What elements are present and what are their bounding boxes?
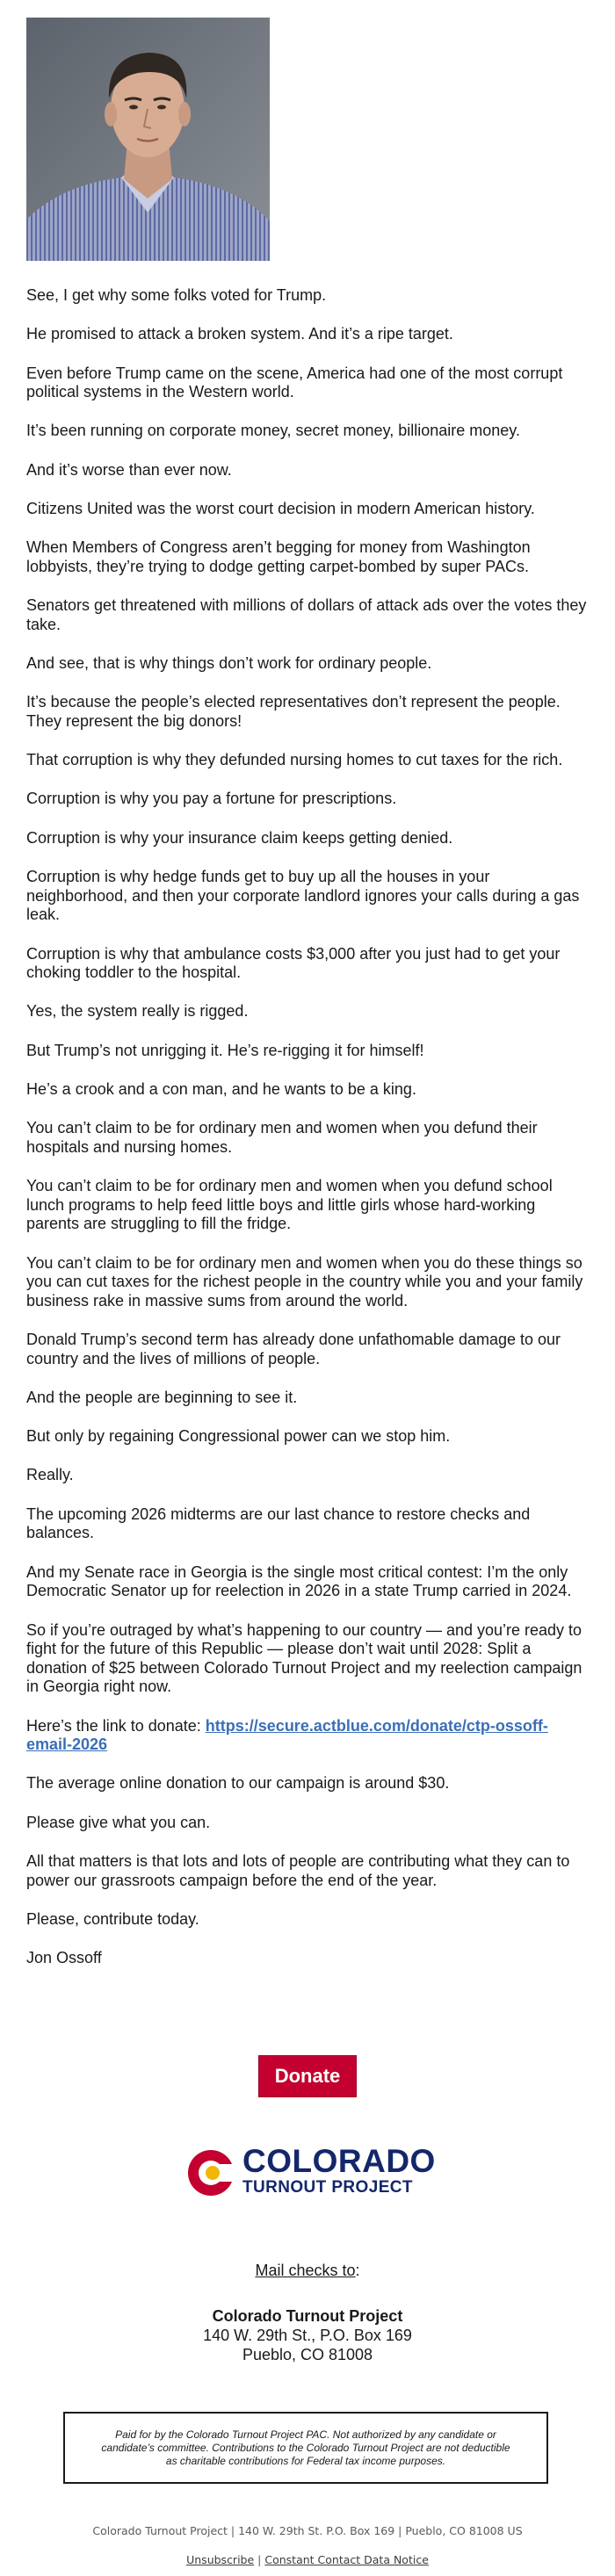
- letter-paragraph: He’s a crook and a con man, and he wants to be a king.: [26, 1079, 416, 1098]
- footer-address: Colorado Turnout Project | 140 W. 29th St. P.O. Box 169 | Pueblo, CO 81008 US: [92, 2524, 523, 2537]
- letter-paragraph: All that matters is that lots and lots of people are contributing what they can to power our grassroots campaign before the end of the year.: [26, 1852, 570, 1889]
- actblue-donate-link[interactable]: https://secure.actblue.com/donate/ctp-ossoff-email-2026: [26, 1716, 548, 1754]
- header-photo: [26, 18, 270, 261]
- letter-paragraph: And the people are beginning to see it.: [26, 1388, 298, 1406]
- signature: Jon Ossoff: [26, 1949, 102, 1967]
- donate-button[interactable]: Donate: [258, 2055, 358, 2097]
- letter-paragraph: Please, contribute today.: [26, 1909, 199, 1928]
- logo-c-mark-icon: [186, 2148, 235, 2197]
- letter-paragraph: You can’t claim to be for ordinary men and women when you defund their hospitals and nursing homes.: [26, 1119, 538, 1156]
- email-footer: [0, 2524, 615, 2566]
- donate-link-prefix: Here’s the link to donate:: [26, 1716, 206, 1735]
- letter-paragraph: Donald Trump’s second term has already done unfathomable damage to our country and the lives of millions of people.: [26, 1331, 561, 1367]
- letter-paragraph: The upcoming 2026 midterms are our last chance to restore checks and balances.: [26, 1504, 531, 1542]
- letter-paragraph: Senators get threatened with millions of dollars of attack ads over the votes they take.: [26, 596, 587, 633]
- logo-line-2: TURNOUT PROJECT: [242, 2178, 413, 2197]
- disclaimer-text: Paid for by the Colorado Turnout Project PAC. Not authorized by any candidate or candidate’s committee. Contributions to the Colorado Turnout Project are not deductible as charitable contributions for Federal tax income purposes.: [101, 2428, 510, 2467]
- letter-paragraph: And my Senate race in Georgia is the single most critical contest: I’m the only Democratic Senator up for reelection in 2026 in a state Trump carried in 2024.: [26, 1562, 572, 1600]
- letter-paragraph: You can’t claim to be for ordinary men and women when you defund school lunch programs to help feed little boys and little girls whose hard-working parents are struggling to fill the fridge.: [26, 1177, 553, 1233]
- donate-link-paragraph: [26, 1717, 589, 1755]
- mail-heading: Mail checks to: [255, 2262, 356, 2279]
- letter-paragraph: Please give what you can.: [26, 1813, 211, 1831]
- data-notice-link[interactable]: Constant Contact Data Notice: [264, 2553, 429, 2566]
- letter-paragraph: It’s because the people’s elected representatives don’t represent the people. They represent the big donors!: [26, 693, 561, 730]
- mail-address-line-1: 140 W. 29th St., P.O. Box 169: [203, 2327, 412, 2344]
- mail-address-line-2: Pueblo, CO 81008: [242, 2346, 373, 2363]
- letter-paragraph: Corruption is why that ambulance costs $3,000 after you just had to get your choking toddler to the hospital.: [26, 944, 561, 982]
- letter-paragraph: So if you’re outraged by what’s happening to our country — and you’re ready to fight for the future of this Republic — please don’t wait until 2028: Split a donation of $25 between Colorado Turnout Project and my reelection campaign in Georgia right now.: [26, 1620, 582, 1696]
- paid-for-disclaimer: [63, 2412, 548, 2484]
- mail-checks-section: [0, 2261, 615, 2364]
- letter-paragraph: Corruption is why you pay a fortune for prescriptions.: [26, 790, 397, 808]
- letter-paragraph: He promised to attack a broken system. And it’s a ripe target.: [26, 325, 453, 343]
- logo-line-1: COLORADO: [242, 2143, 436, 2179]
- letter-paragraph: And see, that is why things don’t work for ordinary people.: [26, 654, 432, 673]
- letter-paragraph: It’s been running on corporate money, secret money, billionaire money.: [26, 422, 520, 440]
- mail-org-name: Colorado Turnout Project: [212, 2307, 403, 2325]
- letter-paragraph: See, I get why some folks voted for Trump.: [26, 286, 327, 304]
- letter-paragraph: But only by regaining Congressional power can we stop him.: [26, 1427, 451, 1446]
- letter-paragraph: Corruption is why hedge funds get to buy up all the houses in your neighborhood, and then your corporate landlord ignores your calls during a gas leak.: [26, 868, 580, 924]
- colorado-turnout-project-logo: [186, 2143, 436, 2201]
- letter-body: [26, 286, 589, 1988]
- mail-heading-colon: :: [355, 2262, 360, 2279]
- letter-paragraph: When Members of Congress aren’t begging for money from Washington lobbyists, they’re trying to dodge getting carpet-bombed by super PACs.: [26, 538, 531, 575]
- letter-paragraph: The average online donation to our campaign is around $30.: [26, 1774, 450, 1793]
- letter-paragraph: Even before Trump came on the scene, America had one of the most corrupt political systems in the Western world.: [26, 364, 563, 401]
- letter-paragraph: Yes, the system really is rigged.: [26, 1002, 249, 1021]
- letter-paragraph: Corruption is why your insurance claim keeps getting denied.: [26, 828, 453, 847]
- letter-paragraph: You can’t claim to be for ordinary men and women when you do these things so you can cut taxes for the richest people in the country while you and your family business rake in massive sums from around the world.: [26, 1253, 583, 1310]
- letter-paragraph: That corruption is why they defunded nursing homes to cut taxes for the rich.: [26, 751, 563, 769]
- letter-paragraph: Really.: [26, 1466, 74, 1484]
- letter-paragraph: But Trump’s not unrigging it. He’s re-rigging it for himself!: [26, 1041, 424, 1059]
- footer-separator: |: [254, 2553, 265, 2566]
- portrait-image: [26, 18, 270, 261]
- letter-paragraph: And it’s worse than ever now.: [26, 460, 232, 479]
- unsubscribe-link[interactable]: Unsubscribe: [186, 2553, 255, 2566]
- donate-section: [0, 2055, 615, 2097]
- letter-paragraph: Citizens United was the worst court decision in modern American history.: [26, 500, 535, 517]
